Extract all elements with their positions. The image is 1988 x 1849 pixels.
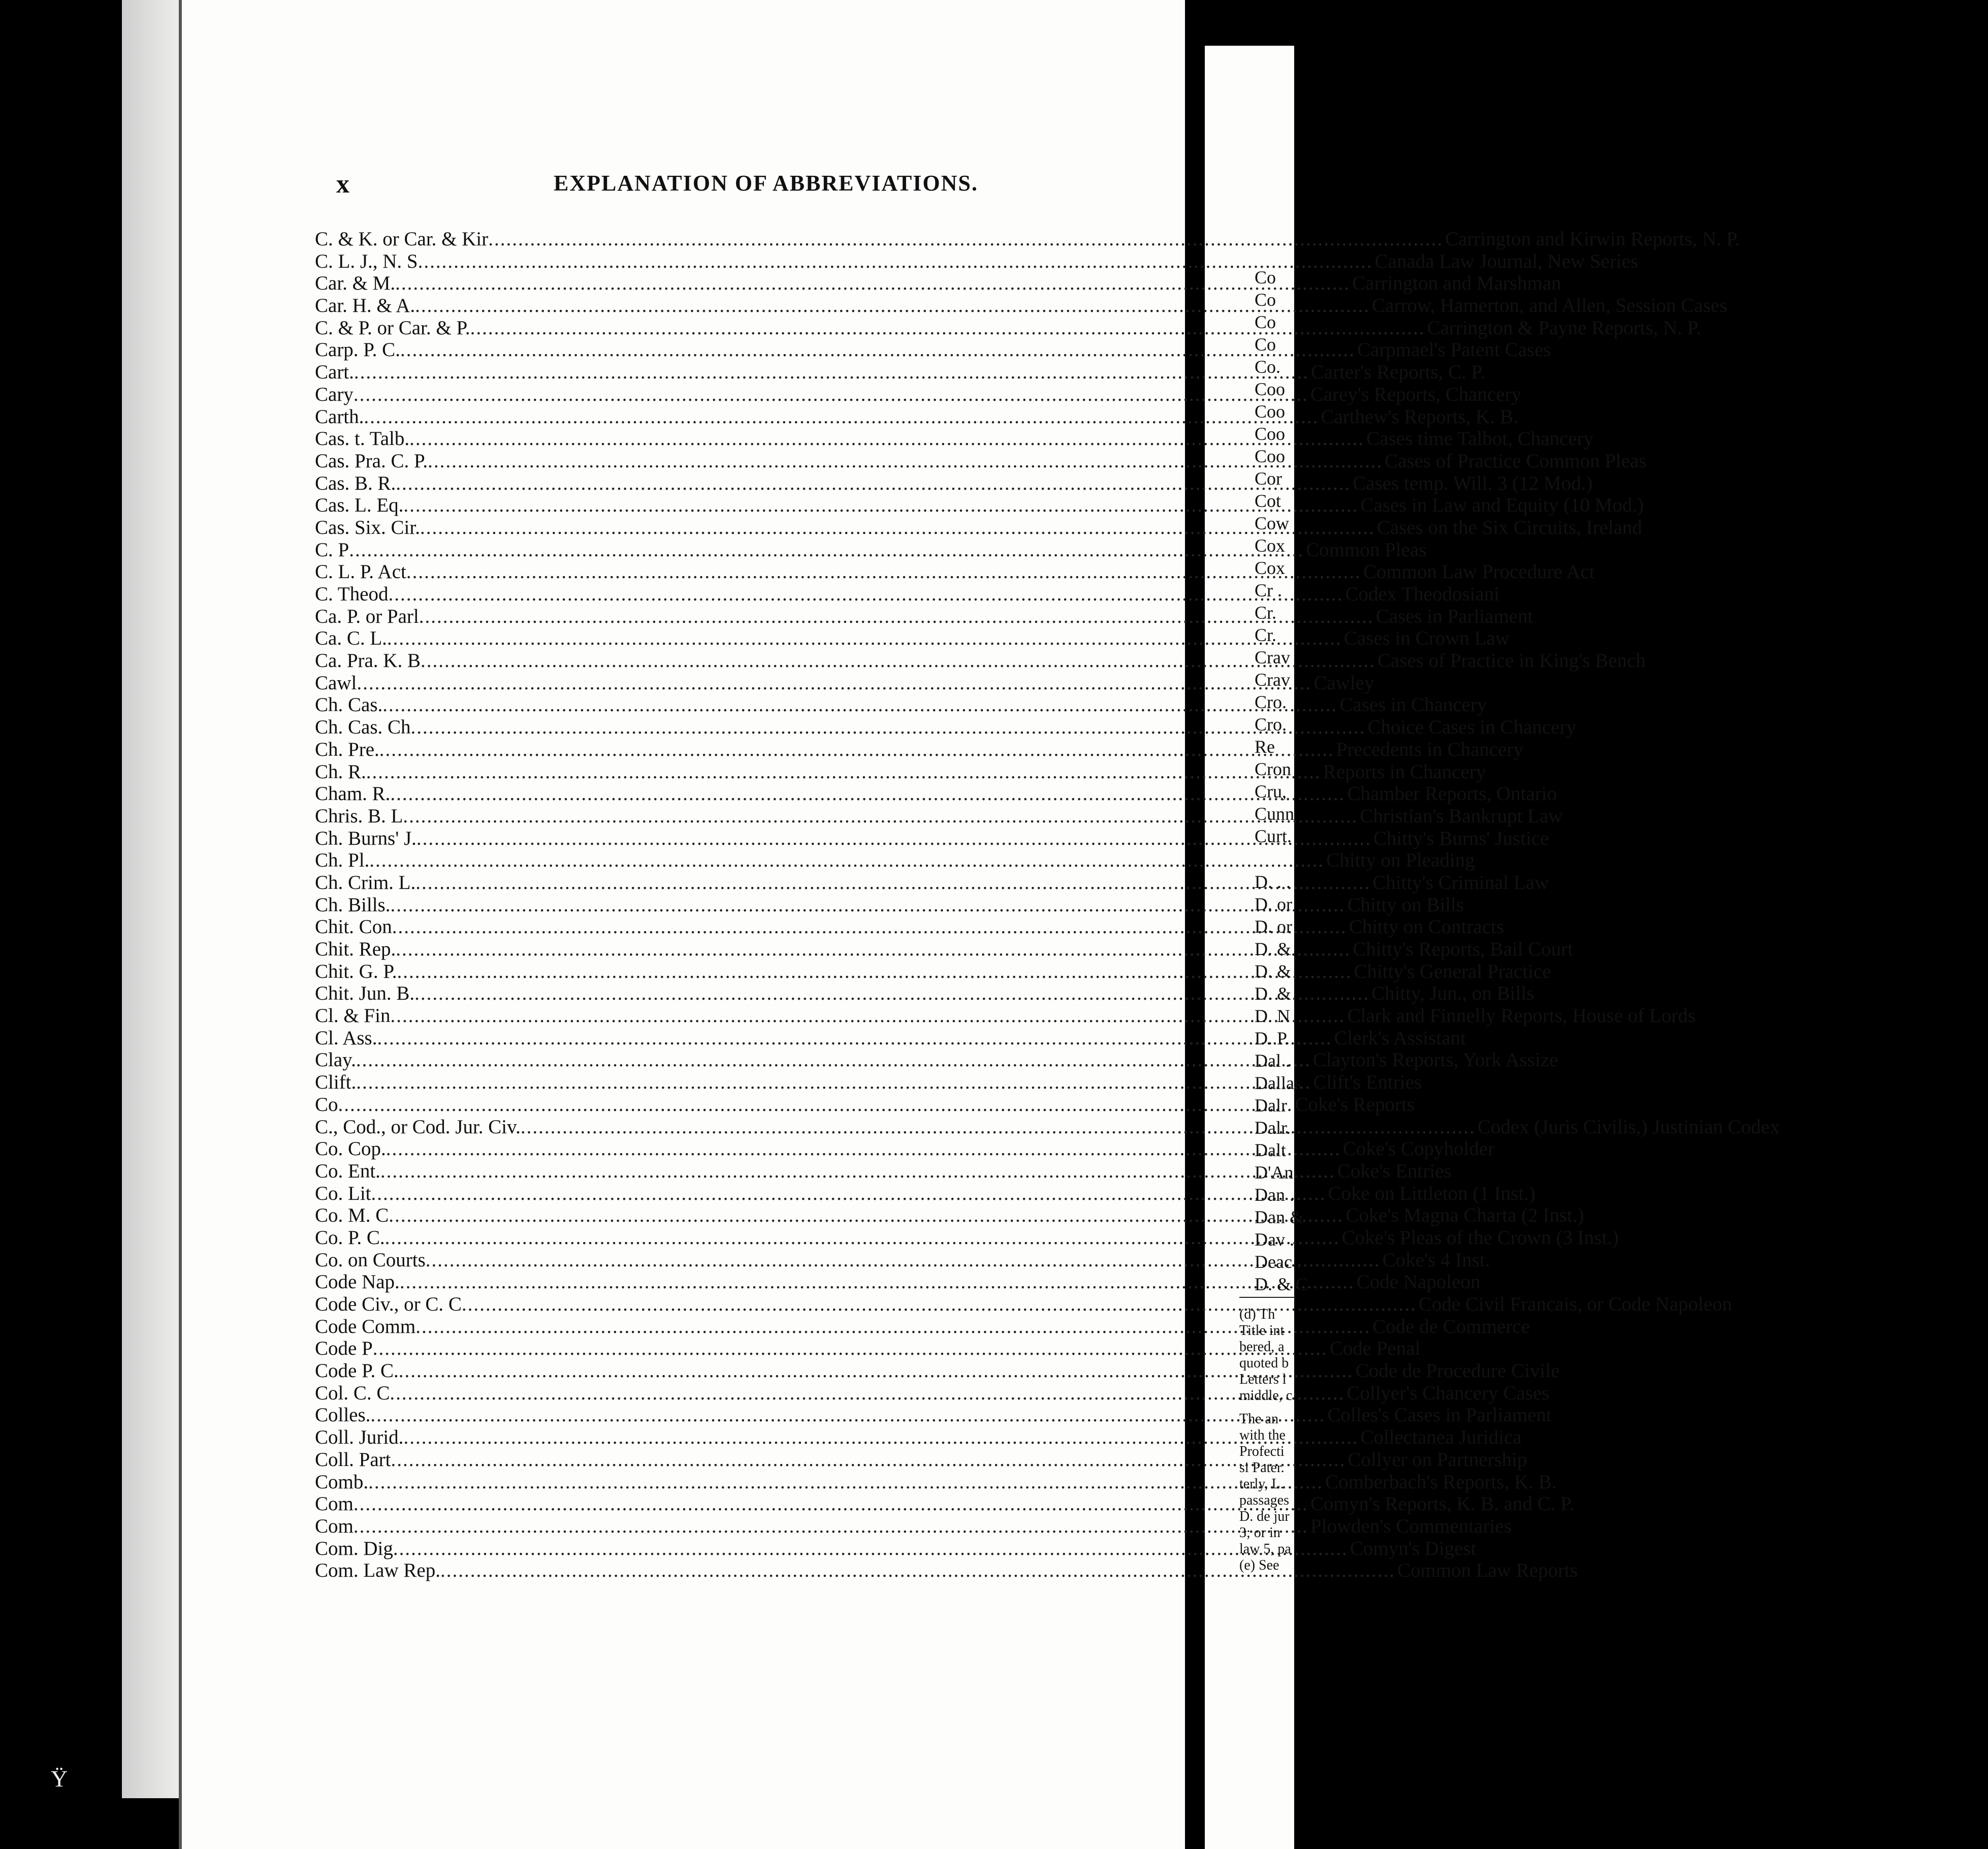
leader-dots (419, 605, 1374, 628)
leader-dots (338, 1093, 1293, 1116)
explanation: Code de Commerce (1372, 1315, 1530, 1337)
abbreviation: Co. Lit (315, 1182, 371, 1204)
abbreviation: Chris. B. L (315, 805, 403, 827)
leader-dots (521, 1115, 1476, 1138)
abbreviation: Co (315, 1093, 338, 1115)
leader-dots (379, 738, 1334, 761)
abbreviation: Co. Ent. (315, 1160, 380, 1182)
right-column-fragment: Curt. (1255, 826, 1292, 846)
leader-dots (369, 849, 1324, 872)
abbreviation-entry (315, 738, 1523, 760)
abbreviation: Code Nap. (315, 1271, 400, 1293)
explanation: Chamber Reports, Ontario (1347, 783, 1557, 805)
leader-dots (415, 294, 1370, 317)
leader-dots (357, 672, 1311, 694)
abbreviation: Clift. (315, 1071, 357, 1094)
explanation: Code de Procedure Civile (1355, 1360, 1560, 1382)
abbreviation-entry (315, 228, 1740, 250)
right-column-fragment: Coo (1255, 446, 1286, 466)
abbreviation: Cl. & Fin (315, 1005, 391, 1027)
footnote-fragment: The an (1239, 1411, 1278, 1427)
leader-dots (409, 427, 1364, 450)
abbreviation: C. P (315, 538, 349, 561)
right-column-fragment: D. & (1255, 961, 1291, 981)
explanation: Coke's Reports (1295, 1093, 1415, 1115)
abbreviation: Ch. Cas. Ch (315, 716, 411, 739)
right-column-fragment: Dalr. (1255, 1118, 1291, 1138)
leader-dots (356, 1048, 1311, 1071)
abbreviation: Cl. Ass. (315, 1027, 377, 1049)
right-column-fragment: D. . . (1255, 872, 1291, 892)
abbreviation-entry (315, 627, 1510, 650)
leader-dots (396, 938, 1351, 961)
explanation: Code Penal (1329, 1337, 1421, 1360)
explanation: Collyer on Partnership (1348, 1448, 1527, 1471)
abbreviation: Cas. t. Talb. (315, 428, 410, 450)
explanation: Christian's Bankrupt Law (1360, 805, 1563, 827)
explanation: Chitty, Jun., on Bills (1371, 982, 1534, 1005)
right-column-fragment: D. & (1255, 939, 1291, 959)
abbreviation: Coll. Jurid. (315, 1426, 404, 1449)
explanation: Coke's Pleas of the Crown (3 Inst.) (1341, 1226, 1619, 1249)
explanation: Comberbach's Reports, K. B. (1325, 1471, 1557, 1493)
abbreviation: Com (315, 1515, 354, 1537)
explanation: Cases on the Six Circuits, Ireland (1376, 516, 1643, 538)
explanation: Coke's 4 Inst. (1382, 1249, 1490, 1271)
explanation: Code Civil Francais, or Code Napoleon (1418, 1293, 1733, 1315)
right-column-fragment: Cro. (1255, 692, 1287, 712)
leader-dots (370, 1404, 1325, 1426)
right-column-fragment: Cru, (1255, 781, 1287, 802)
leader-dots (387, 627, 1342, 650)
abbreviation: Co. Cop. (315, 1138, 386, 1160)
right-column-fragment: Cron (1255, 759, 1291, 779)
explanation: Canada Law Journal, New Series (1374, 250, 1639, 272)
abbreviation-entry (315, 250, 1639, 272)
abbreviation: Com (315, 1493, 354, 1515)
leader-dots (349, 538, 1304, 561)
explanation: Coke's Copyholder (1342, 1138, 1495, 1160)
abbreviation: Ca. C. L. (315, 627, 387, 650)
leader-dots (395, 272, 1350, 295)
abbreviation: Cas. Six. Cir. (315, 516, 420, 538)
right-column-fragment: Cot (1255, 491, 1281, 511)
right-column-fragment: D. & (1255, 983, 1291, 1004)
footnote-fragment: law 5, pa (1239, 1541, 1291, 1557)
abbreviation: Cas. B. R. (315, 472, 396, 494)
page-header: EXPLANATION OF ABBREVIATIONS. (554, 171, 978, 196)
right-column-fragment: Dav . (1255, 1229, 1294, 1250)
explanation: Carrington & Payne Reports, N. P. (1427, 316, 1702, 339)
leader-dots (354, 1492, 1308, 1515)
leader-dots (354, 1515, 1308, 1538)
abbreviation: Code Civ., or C. C (315, 1293, 462, 1315)
abbreviation: Ch. R. (315, 760, 366, 783)
footnote-fragment: bered, a (1239, 1339, 1285, 1355)
explanation: Cases of Practice in King's Bench (1377, 650, 1646, 672)
explanation: Common Law Procedure Act (1363, 561, 1595, 583)
right-column-fragment: D. P. (1255, 1028, 1290, 1048)
abbreviation: C. & K. or Car. & Kir (315, 228, 489, 250)
footnote-fragment: Letters l (1239, 1372, 1287, 1387)
abbreviation: C., Cod., or Cod. Jur. Civ. (315, 1115, 521, 1138)
explanation: Common Law Reports (1397, 1559, 1578, 1582)
leader-dots (400, 1270, 1355, 1293)
scan-mark: Ϋ (51, 1766, 68, 1792)
abbreviation: Car. H. & A. (315, 295, 415, 317)
leader-dots (382, 693, 1337, 716)
abbreviation: Coll. Part (315, 1448, 391, 1471)
right-column-fragment: Cr. (1255, 602, 1277, 623)
abbreviation: Co. on Courts (315, 1249, 426, 1271)
right-column-fragment: Co. (1255, 357, 1281, 377)
abbreviation: Cham. R. (315, 783, 391, 805)
abbreviation: Colles. (315, 1404, 371, 1426)
explanation: Chitty's Criminal Law (1372, 871, 1549, 894)
explanation: Cases in Crown Law (1343, 627, 1510, 650)
abbreviation: Ca. P. or Parl (315, 605, 419, 627)
abbreviation: C. & P. or Car. & P. (315, 316, 470, 339)
abbreviation: Chit. Rep. (315, 938, 396, 960)
explanation: Coke's Entries (1337, 1160, 1452, 1182)
right-column-fragment: Coo (1255, 401, 1286, 422)
abbreviation: Ch. Burns' J. (315, 827, 416, 849)
abbreviation: Cary (315, 383, 354, 405)
right-column-fragment: Coo (1255, 424, 1286, 444)
leader-dots (377, 1027, 1332, 1049)
explanation: Codex Theodosiani (1345, 583, 1500, 605)
abbreviation-entry (315, 960, 1551, 982)
footnotes (1239, 1306, 1295, 1574)
leader-dots (356, 1071, 1311, 1094)
abbreviation-entry (315, 849, 1475, 872)
abbreviation: Ch. Pre. (315, 738, 379, 760)
abbreviation: Code P. C. (315, 1360, 399, 1382)
abbreviation: Cart. (315, 361, 354, 384)
right-column-fragment: Cr . (1255, 580, 1282, 600)
right-column-fragment (1255, 848, 1305, 871)
explanation: Plowden's Commentaries (1310, 1515, 1512, 1537)
explanation: Clark and Finnelly Reports, House of Lords (1347, 1005, 1696, 1027)
explanation: Comyn's Reports, K. B. and C. P. (1310, 1493, 1575, 1515)
leader-dots (399, 1359, 1354, 1382)
leader-dots (426, 1249, 1381, 1271)
leader-dots (418, 250, 1373, 273)
leader-dots (373, 1337, 1328, 1360)
leader-dots (385, 1226, 1340, 1249)
right-column-fragment: Cor (1255, 468, 1282, 489)
abbreviation: Cawl (315, 672, 357, 694)
explanation: Chitty on Bills (1347, 894, 1464, 916)
leader-dots (415, 1315, 1370, 1338)
leader-dots (354, 361, 1309, 384)
leader-dots (390, 894, 1345, 916)
explanation: Carrow, Hamerton, and Allen, Session Cases (1372, 295, 1727, 317)
right-column-fragment: D. N (1255, 1006, 1290, 1026)
footnote-fragment: passages (1239, 1492, 1289, 1508)
explanation: Cases temp. Will. 3 (12 Mod.) (1353, 472, 1593, 494)
right-column-fragment: D'An. (1255, 1162, 1298, 1183)
explanation: Chitty on Contracts (1349, 916, 1504, 938)
abbreviation: Col. C. C (315, 1382, 390, 1404)
leader-dots (366, 760, 1321, 783)
right-column-fragment: Dalt (1255, 1140, 1286, 1160)
right-column-fragment: Dan & (1255, 1207, 1304, 1227)
footnote-fragment: middle, c (1239, 1388, 1293, 1404)
abbreviation: Ca. Pra. K. B (315, 650, 421, 672)
abbreviation: Ch. Bills. (315, 894, 391, 916)
footnote-rule (1239, 1297, 1295, 1298)
leader-dots (368, 1471, 1323, 1493)
abbreviation: Chit. Con (315, 916, 392, 938)
right-column-fragment: Deac . (1255, 1252, 1301, 1272)
leader-dots (390, 1382, 1344, 1405)
right-column-fragment: Crav (1255, 670, 1290, 690)
footnote-fragment: (e) See (1239, 1557, 1279, 1573)
explanation: Codex (Juris Civilis,) Justinian Codex (1477, 1115, 1780, 1138)
right-column-fragment: Cox (1255, 535, 1286, 556)
explanation: Common Pleas (1306, 538, 1427, 561)
right-column-fragment: D. or (1255, 894, 1292, 914)
explanation: Chitty's Reports, Bail Court (1353, 938, 1574, 960)
leader-dots (403, 1426, 1358, 1449)
right-column-fragment: Crav (1255, 647, 1290, 667)
leader-dots (388, 583, 1343, 605)
abbreviation: Co. M. C (315, 1204, 389, 1227)
explanation: Reports in Chancery (1323, 760, 1486, 783)
page-number: x (336, 170, 349, 199)
explanation: Cases in Law and Equity (10 Mod.) (1360, 494, 1644, 517)
abbreviation: Code Comm (315, 1315, 416, 1337)
right-column-fragment: Co (1255, 334, 1276, 355)
right-column-fragment: Dallas (1255, 1073, 1301, 1093)
abbreviation: Comb. (315, 1471, 369, 1493)
abbreviation: Code P (315, 1337, 373, 1360)
explanation: Collyer's Chancery Cases (1346, 1382, 1550, 1404)
explanation: Carey's Reports, Chancery (1310, 383, 1522, 405)
abbreviation: C. L. P. Act (315, 561, 406, 583)
right-column-fragment: Cr. (1255, 625, 1277, 645)
explanation: Colles's Cases in Parliament (1327, 1404, 1552, 1426)
abbreviation: Cas. Pra. C. P. (315, 450, 428, 472)
leader-dots (397, 960, 1352, 983)
abbreviation: C. L. J., N. S (315, 250, 418, 272)
right-column-fragment: Cro. (1255, 714, 1287, 735)
explanation: Choice Cases in Chancery (1367, 716, 1577, 739)
leader-dots (428, 450, 1383, 472)
leader-dots (416, 827, 1371, 850)
explanation: Chitty on Pleading (1326, 849, 1475, 872)
leader-dots (488, 228, 1443, 250)
page-edge-shadow (122, 0, 182, 1798)
abbreviation: Com. Dig (315, 1537, 393, 1559)
right-column-fragment: Dal . (1255, 1050, 1290, 1071)
footnote-fragment: (d) Th (1239, 1306, 1275, 1322)
right-column-fragment: Co (1255, 290, 1276, 310)
leader-dots (403, 494, 1358, 517)
leader-dots (386, 1137, 1341, 1160)
leader-dots (392, 915, 1347, 938)
footnote-fragment: terly, L. (1239, 1476, 1284, 1492)
right-column-fragment: Co (1255, 312, 1276, 332)
explanation: Carthew's Reports, K. B. (1321, 405, 1518, 428)
leader-dots (400, 338, 1355, 361)
footnote-fragment: quoted b (1239, 1355, 1289, 1371)
explanation: Cases in Chancery (1339, 694, 1487, 716)
abbreviation: Chit. Jun. B. (315, 982, 415, 1005)
explanation: Clift's Entries (1313, 1071, 1422, 1094)
leader-dots (354, 383, 1308, 406)
right-column-fragment: Re (1255, 737, 1275, 757)
right-column-fragment: Cow (1255, 513, 1290, 533)
leader-dots (390, 1004, 1345, 1027)
explanation: Coke's Magna Charta (2 Inst.) (1345, 1204, 1584, 1227)
abbreviation: Carp. P. C. (315, 339, 400, 361)
right-column-fragment: Cunn (1255, 804, 1295, 824)
abbreviation: Clay. (315, 1049, 356, 1071)
explanation: Cawley (1313, 672, 1374, 694)
abbreviation: Carth. (315, 405, 364, 428)
abbreviation: Ch. Crim. L. (315, 871, 416, 894)
right-column-fragment: Dalr (1255, 1095, 1287, 1115)
leader-dots (364, 405, 1319, 428)
footnote-fragment: Profecti (1239, 1444, 1285, 1459)
abbreviation-entry (315, 938, 1574, 960)
leader-dots (420, 516, 1375, 539)
explanation: Clayton's Reports, York Assize (1312, 1049, 1558, 1071)
leader-dots (393, 1537, 1348, 1560)
explanation: Precedents in Chancery (1336, 738, 1523, 760)
leader-dots (415, 871, 1370, 894)
explanation: Comyn's Digest (1350, 1537, 1477, 1559)
abbreviation: Chit. G. P. (315, 960, 397, 982)
right-page-column (1255, 267, 1308, 1296)
abbreviation-entry (315, 871, 1549, 894)
abbreviation: Ch. Cas. (315, 694, 383, 716)
right-column-fragment: Co (1255, 267, 1276, 288)
footnote-fragment: D. de jur (1239, 1509, 1290, 1524)
leader-dots (403, 805, 1358, 827)
leader-dots (390, 782, 1345, 805)
leader-dots (396, 472, 1351, 495)
abbreviation: Cas. L. Eq. (315, 494, 404, 517)
explanation: Coke on Littleton (1 Inst.) (1328, 1182, 1535, 1204)
abbreviation: Car. & M. (315, 272, 396, 295)
explanation: Carpmael's Patent Cases (1357, 339, 1551, 361)
right-column-fragment: D. or (1255, 916, 1292, 937)
explanation: Clerk's Assistant (1334, 1027, 1466, 1049)
abbreviation-entry (315, 982, 1534, 1005)
footnote-fragment: si Pater. (1239, 1460, 1285, 1476)
right-column-fragment: D. & C (1255, 1274, 1308, 1294)
footnote-fragment (1239, 1404, 1295, 1411)
leader-dots (391, 1448, 1346, 1471)
leader-dots (411, 716, 1366, 739)
footnote-fragment: with the (1239, 1427, 1286, 1443)
abbreviation: C. Theod (315, 583, 389, 605)
leader-dots (421, 649, 1375, 672)
explanation: Carrington and Kirwin Reports, N. P. (1445, 228, 1740, 250)
explanation: Carrington and Marshman (1352, 272, 1561, 295)
explanation: Cases time Talbot, Chancery (1366, 428, 1594, 450)
abbreviation: Com. Law Rep. (315, 1559, 440, 1582)
leader-dots (380, 1160, 1335, 1183)
leader-dots (414, 982, 1369, 1005)
leader-dots (406, 560, 1361, 583)
explanation: Chitty's Burns' Justice (1373, 827, 1549, 849)
right-column-fragment: Coo (1255, 379, 1286, 399)
footnote-fragment: Title int (1239, 1323, 1285, 1338)
explanation: Code Napoleon (1356, 1271, 1481, 1293)
right-column-fragment: Cox (1255, 558, 1286, 578)
explanation: Carter's Reports, C. P. (1310, 361, 1485, 384)
explanation: Cases in Parliament (1375, 605, 1533, 627)
abbreviation: Ch. Pl. (315, 849, 370, 872)
leader-dots (371, 1182, 1326, 1205)
explanation: Cases of Practice Common Pleas (1385, 450, 1647, 472)
explanation: Chitty's General Practice (1354, 960, 1551, 982)
right-column-fragment: Dan . (1255, 1185, 1294, 1205)
abbreviation: Co. P. C. (315, 1226, 385, 1249)
explanation: Collectanea Juridica (1360, 1426, 1522, 1449)
footnote-fragment: 3; or in (1239, 1525, 1280, 1541)
leader-dots (389, 1204, 1343, 1227)
